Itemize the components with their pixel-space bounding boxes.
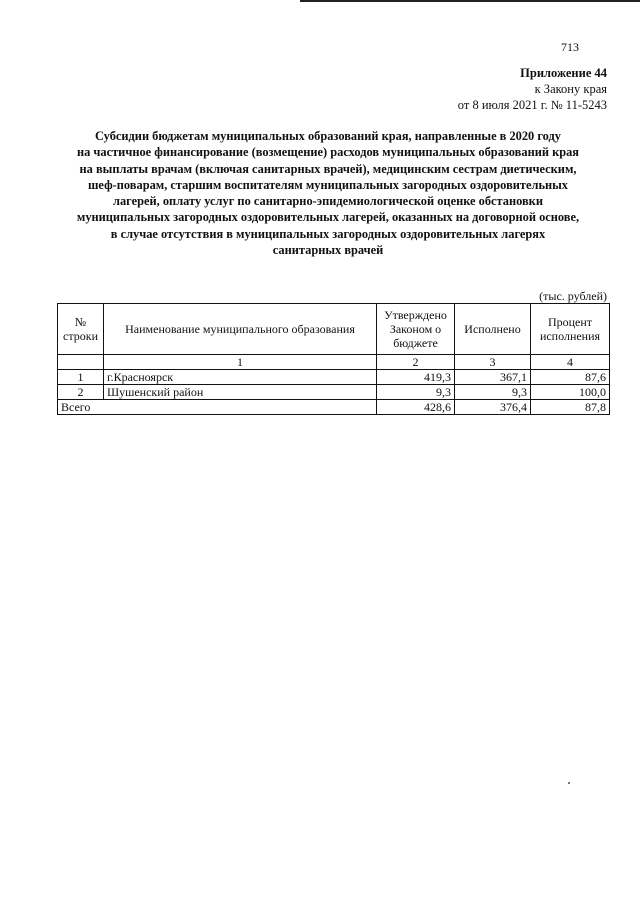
executed-value: 367,1 <box>455 370 531 385</box>
table-header-row <box>58 304 610 355</box>
subsidy-table <box>57 303 610 415</box>
executed-value: 9,3 <box>455 385 531 400</box>
scan-speck <box>568 782 570 784</box>
title-line: санитарных врачей <box>272 243 384 258</box>
title-line: в случае отсутствия в муниципальных загородных оздоровительных лагерях <box>110 226 546 241</box>
title-line: муниципальных загородных оздоровительных лагерей, оказанных на договорной основе, <box>76 210 580 225</box>
column-number: 2 <box>377 355 455 370</box>
table-row <box>58 385 610 400</box>
total-percent: 87,8 <box>531 400 610 415</box>
header-approved: Утверждено Законом о бюджете <box>377 304 455 355</box>
percent-value: 87,6 <box>531 370 610 385</box>
table-row <box>58 370 610 385</box>
document-title <box>40 128 616 258</box>
title-line: Субсидии бюджетам муниципальных образований края, направленные в 2020 году <box>95 129 561 143</box>
header-executed: Исполнено <box>455 304 531 355</box>
header-row-number: № строки <box>58 304 104 355</box>
total-row <box>58 400 610 415</box>
municipality-name: г.Красноярск <box>104 370 377 385</box>
appendix-law-line: к Закону края <box>534 82 607 96</box>
header-municipality-name: Наименование муниципального образования <box>104 304 377 355</box>
column-number: 1 <box>104 355 377 370</box>
column-number-blank <box>58 355 104 370</box>
total-label: Всего <box>58 400 377 415</box>
page-number: 713 <box>561 40 579 54</box>
title-line: на выплаты врачам (включая санитарных врачей), медицинским сестрам диетическим, <box>79 161 577 176</box>
total-approved: 428,6 <box>377 400 455 415</box>
column-number: 3 <box>455 355 531 370</box>
municipality-name: Шушенский район <box>104 385 377 400</box>
approved-value: 419,3 <box>377 370 455 385</box>
title-line: на частичное финансирование (возмещение) расходов муниципальных образований края <box>76 145 580 160</box>
column-number-row <box>58 355 610 370</box>
appendix-date-line: от 8 июля 2021 г. № 11-5243 <box>457 98 607 112</box>
total-executed: 376,4 <box>455 400 531 415</box>
approved-value: 9,3 <box>377 385 455 400</box>
title-line: шеф-поварам, старшим воспитателям муниципальных загородных оздоровительных <box>87 177 569 192</box>
row-number: 2 <box>58 385 104 400</box>
header-percent: Процент исполнения <box>531 304 610 355</box>
row-number: 1 <box>58 370 104 385</box>
column-number: 4 <box>531 355 610 370</box>
percent-value: 100,0 <box>531 385 610 400</box>
units-label: (тыс. рублей) <box>539 289 607 303</box>
top-border-line <box>300 0 640 2</box>
appendix-title: Приложение 44 <box>520 66 607 80</box>
title-line: лагерей, оплату услуг по санитарно-эпидемиологической оценке обстановки <box>113 194 543 209</box>
